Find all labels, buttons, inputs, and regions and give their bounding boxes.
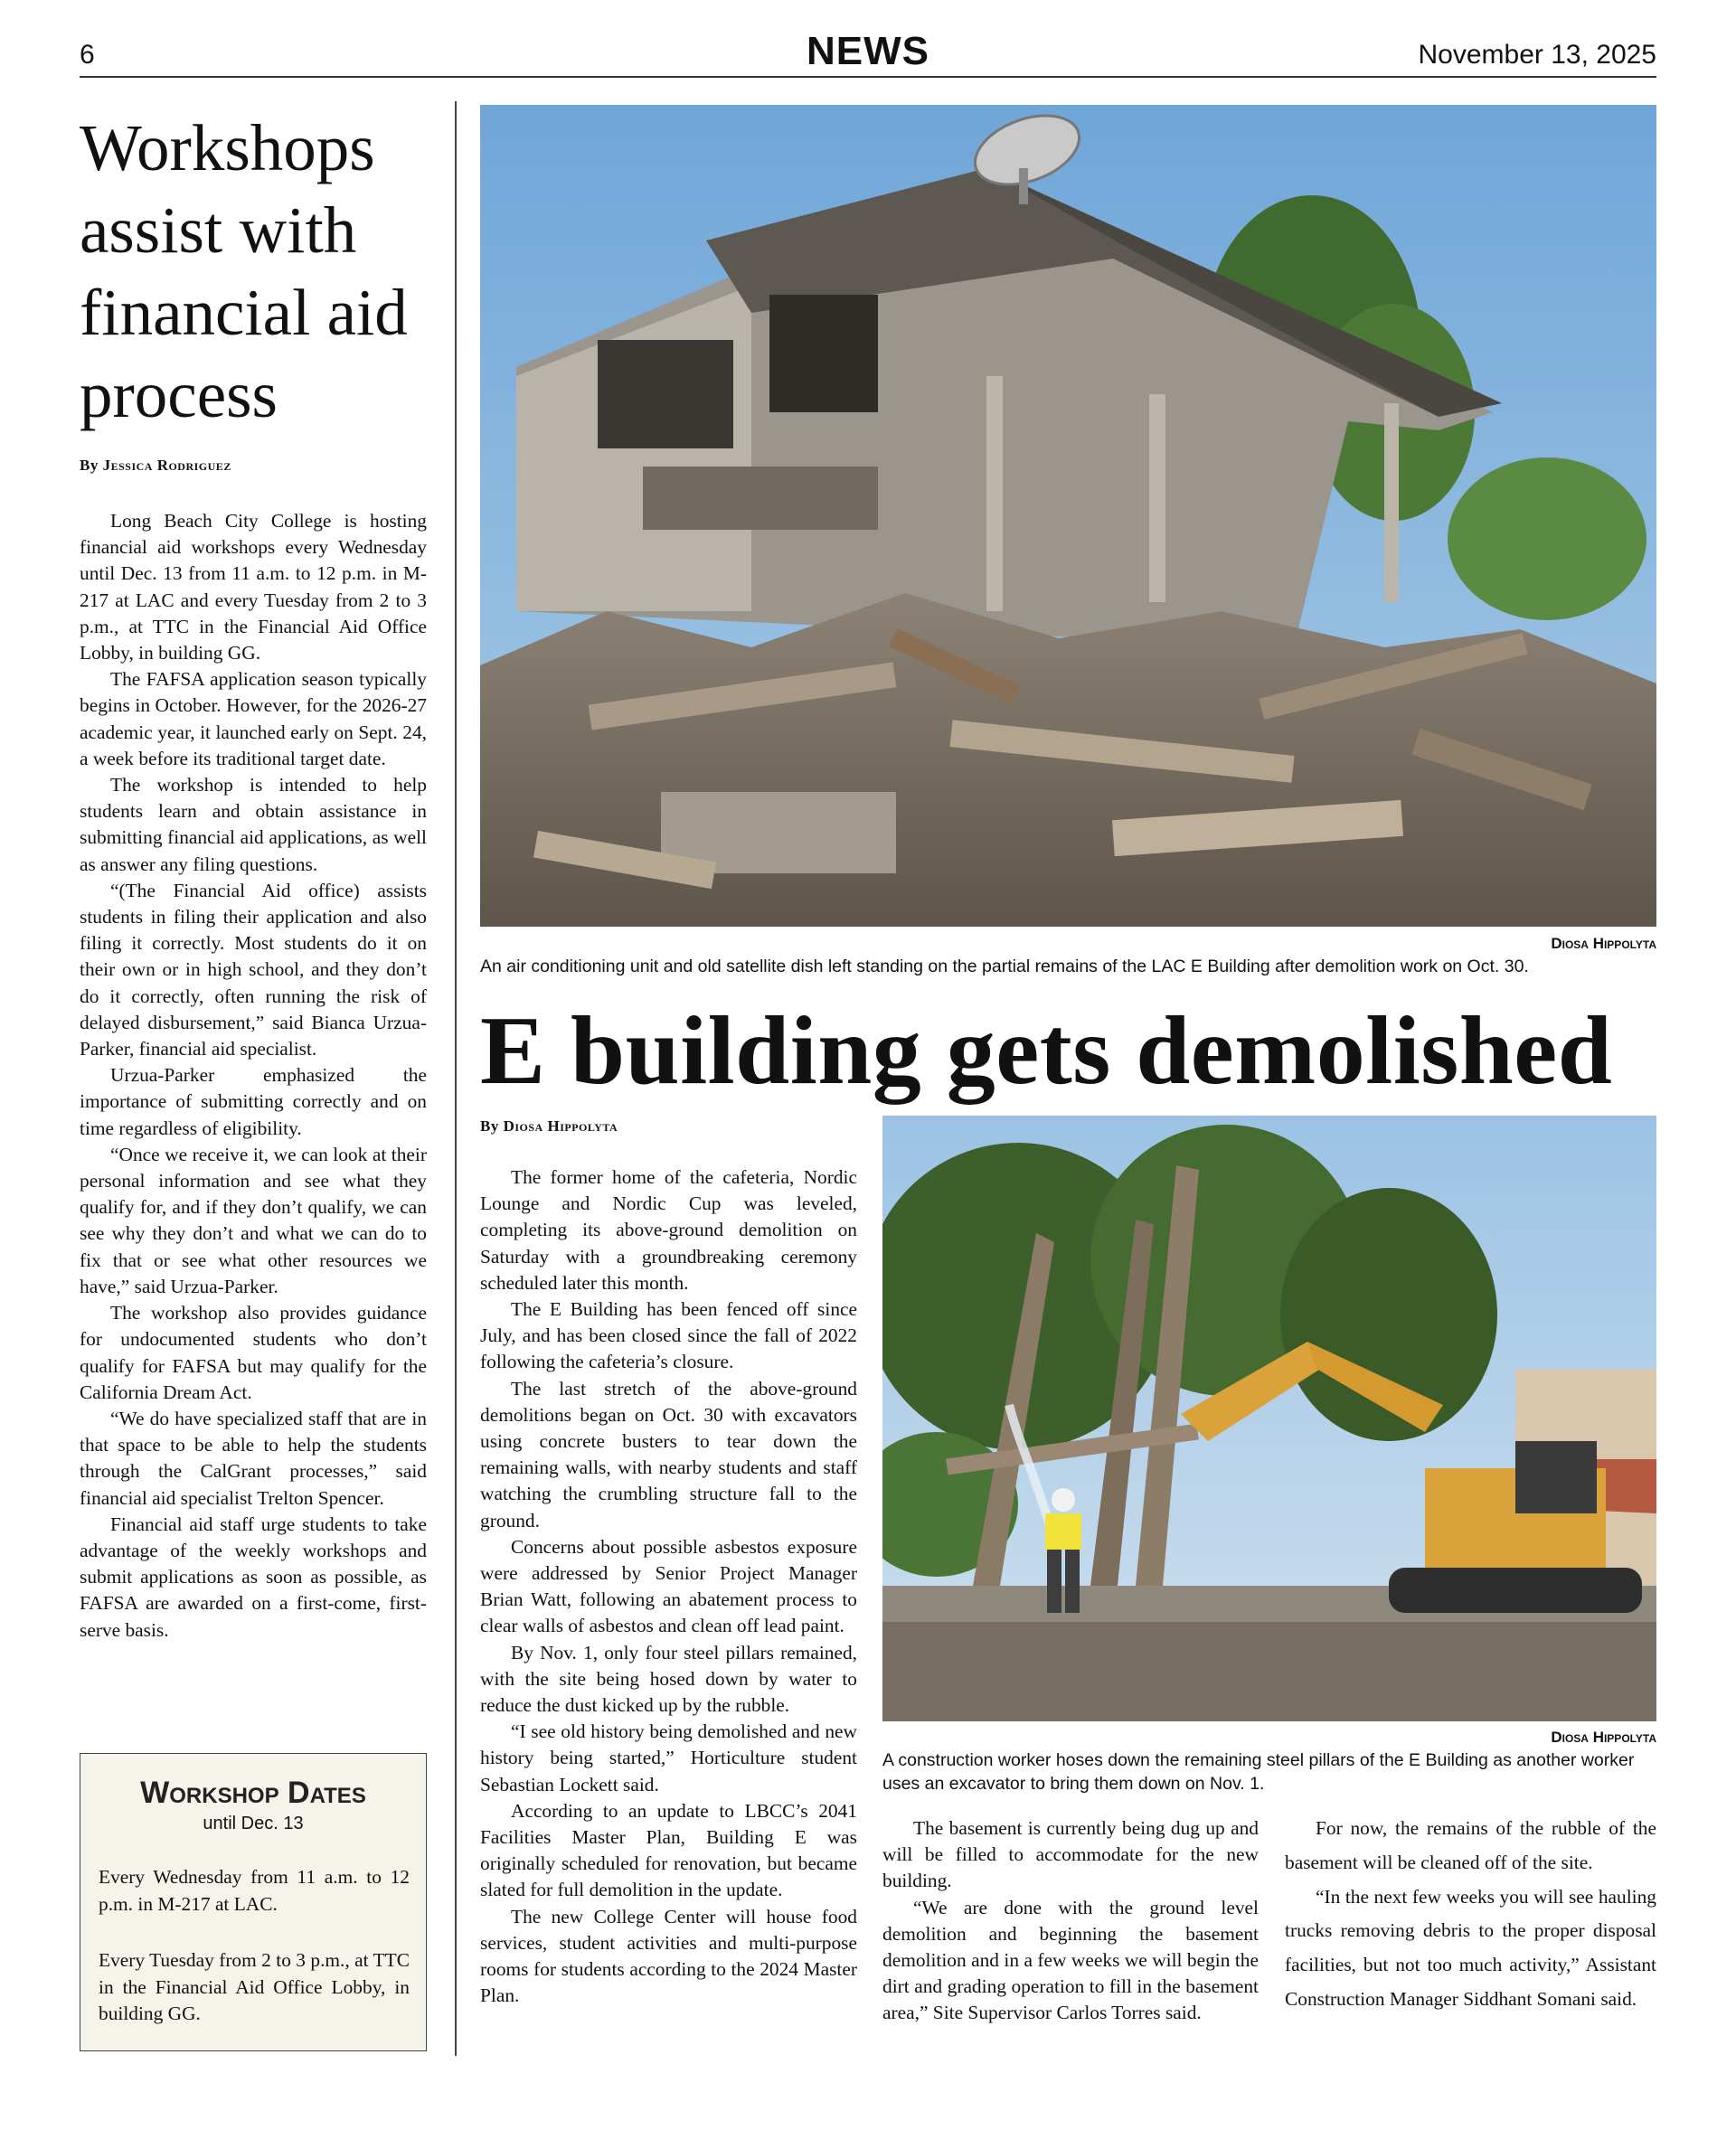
paragraph: For now, the remains of the rubble of the basement will be cleaned off of the site. xyxy=(1285,1817,1656,1873)
column-rule xyxy=(455,101,457,2056)
left-article-body xyxy=(80,508,427,1644)
paragraph: “(The Financial Aid office) assists students in filing their application and also filing it correctly. Most students do it on their own or in high school, and they don’t do it correctly, often running the risk of delayed disbursement,” said Bianca Urzua-Parker, financial aid specialist. xyxy=(80,879,427,1060)
paragraph: “In the next few weeks you will see hauling trucks removing debris to the proper disposal facilities, but not too much activity,” Assistant Construction Manager Siddhant Somani said. xyxy=(1285,1885,1656,2010)
paragraph: Long Beach City College is hosting financial aid workshops every Wednesday until Dec. 13 from 11 a.m. to 12 p.m. in M-217 at LAC and every Tuesday from 2 to 3 p.m., at TTC in the Financial Aid Office Lobby, in building GG. xyxy=(80,510,427,664)
demolition-photo-illustration xyxy=(480,105,1656,927)
paragraph: “We are done with the ground level demolition and beginning the basement demolition and in a few weeks we will begin the dirt and grading operation to fill in the basement area,” Site Supervisor Carlos Torres said. xyxy=(882,1896,1259,2024)
section-title: NEWS xyxy=(807,29,929,73)
paragraph: The former home of the cafeteria, Nordic Lounge and Nordic Cup was leveled, completing its above-ground demolition on Saturday with a groundbreaking ceremony scheduled later this month. xyxy=(480,1166,857,1294)
paragraph: “We do have specialized staff that are in that space to be able to help the students through the CalGrant processes,” said financial aid specialist Trelton Spencer. xyxy=(80,1407,427,1509)
excavator-photo-illustration xyxy=(882,1116,1656,1721)
paragraph: According to an update to LBCC’s 2041 Facilities Master Plan, Building E was originally scheduled for renovation, but became slated for full demolition in the update. xyxy=(480,1799,857,1901)
page-number: 6 xyxy=(80,40,95,70)
paragraph: “Once we receive it, we can look at their personal information and see what they qualify for, and if they don’t qualify, we can see why they don’t and what we can do to fix that or see what other resources we have,” said Urzua-Parker. xyxy=(80,1143,427,1297)
paragraph: “I see old history being demolished and new history being started,” Horticulture student Sebastian Lockett said. xyxy=(480,1720,857,1795)
paragraph: Urzua-Parker emphasized the importance of submitting correctly and on time regardless of eligibility. xyxy=(80,1064,427,1139)
paragraph: The basement is currently being dug up and will be filled to accommodate for the new building. xyxy=(882,1817,1259,1892)
issue-date: November 13, 2025 xyxy=(1418,40,1656,70)
paragraph: Financial aid staff urge students to take advantage of the weekly workshops and submit applications as soon as possible, as FAFSA are awarded on a first-come, first-serve basis. xyxy=(80,1513,427,1641)
workshop-dates-box xyxy=(80,1753,427,2051)
paragraph: The E Building has been fenced off since July, and has been closed since the fall of 2022 following the cafeteria’s closure. xyxy=(480,1298,857,1373)
box-subtitle: until Dec. 13 xyxy=(203,1814,304,1833)
excavator-photo xyxy=(882,1116,1656,1721)
paragraph: By Nov. 1, only four steel pillars remained, with the site being hosed down by water to reduce the dust kicked up by the rubble. xyxy=(480,1641,857,1717)
header-rule xyxy=(80,76,1656,78)
box-item: Every Tuesday from 2 to 3 p.m., at TTC in the Financial Aid Office Lobby, in building GG. xyxy=(99,1949,410,2025)
paragraph: The last stretch of the above-ground demolitions began on Oct. 30 with excavators using concrete busters to tear down the remaining walls, with nearby students and staff watching the crumbling structure fall to the ground. xyxy=(480,1377,857,1532)
box-title: Workshop Dates xyxy=(140,1776,366,1810)
photo-credit: Diosa Hippolyta xyxy=(1551,1729,1656,1746)
left-article-byline xyxy=(80,457,231,475)
byline-name: Diosa Hippolyta xyxy=(503,1117,618,1135)
photo-caption: A construction worker hoses down the remaining steel pillars of the E Building as another worker uses an excavator to bring them down on Nov. 1. xyxy=(882,1750,1635,1794)
main-article-byline xyxy=(480,1117,618,1136)
main-article-column-3 xyxy=(1285,1812,1656,2017)
main-article-column-1 xyxy=(480,1164,857,2010)
photo-caption: An air conditioning unit and old satellite dish left standing on the partial remains of the LAC E Building after demolition work on Oct. 30. xyxy=(480,957,1529,976)
photo-credit: Diosa Hippolyta xyxy=(1551,935,1656,952)
paragraph: The workshop is intended to help students learn and obtain assistance in submitting financial aid applications, as well as answer any filing questions. xyxy=(80,774,427,875)
paragraph: The FAFSA application season typically begins in October. However, for the 2026-27 academic year, it launched early on Sept. 24, a week before its traditional target date. xyxy=(80,668,427,769)
main-article-column-2 xyxy=(882,1815,1259,2027)
byline-name: Jessica Rodriguez xyxy=(102,457,231,474)
paragraph: The new College Center will house food services, student activities and multi-purpose rooms for students according to the 2024 Master Plan. xyxy=(480,1905,857,2007)
paragraph: The workshop also provides guidance for undocumented students who don’t qualify for FAFSA but may qualify for the California Dream Act. xyxy=(80,1302,427,1403)
main-article-headline: E building gets demolished xyxy=(480,997,1613,1105)
left-article-headline: Workshops assist with financial aid process xyxy=(80,111,408,431)
box-item: Every Wednesday from 11 a.m. to 12 p.m. in M-217 at LAC. xyxy=(99,1866,410,1915)
byline-prefix: By xyxy=(480,1117,499,1135)
demolition-photo xyxy=(480,105,1656,927)
byline-prefix: By xyxy=(80,457,99,474)
paragraph: Concerns about possible asbestos exposure were addressed by Senior Project Manager Brian Watt, following an abatement process to clear walls of asbestos and clean off lead paint. xyxy=(480,1535,857,1637)
